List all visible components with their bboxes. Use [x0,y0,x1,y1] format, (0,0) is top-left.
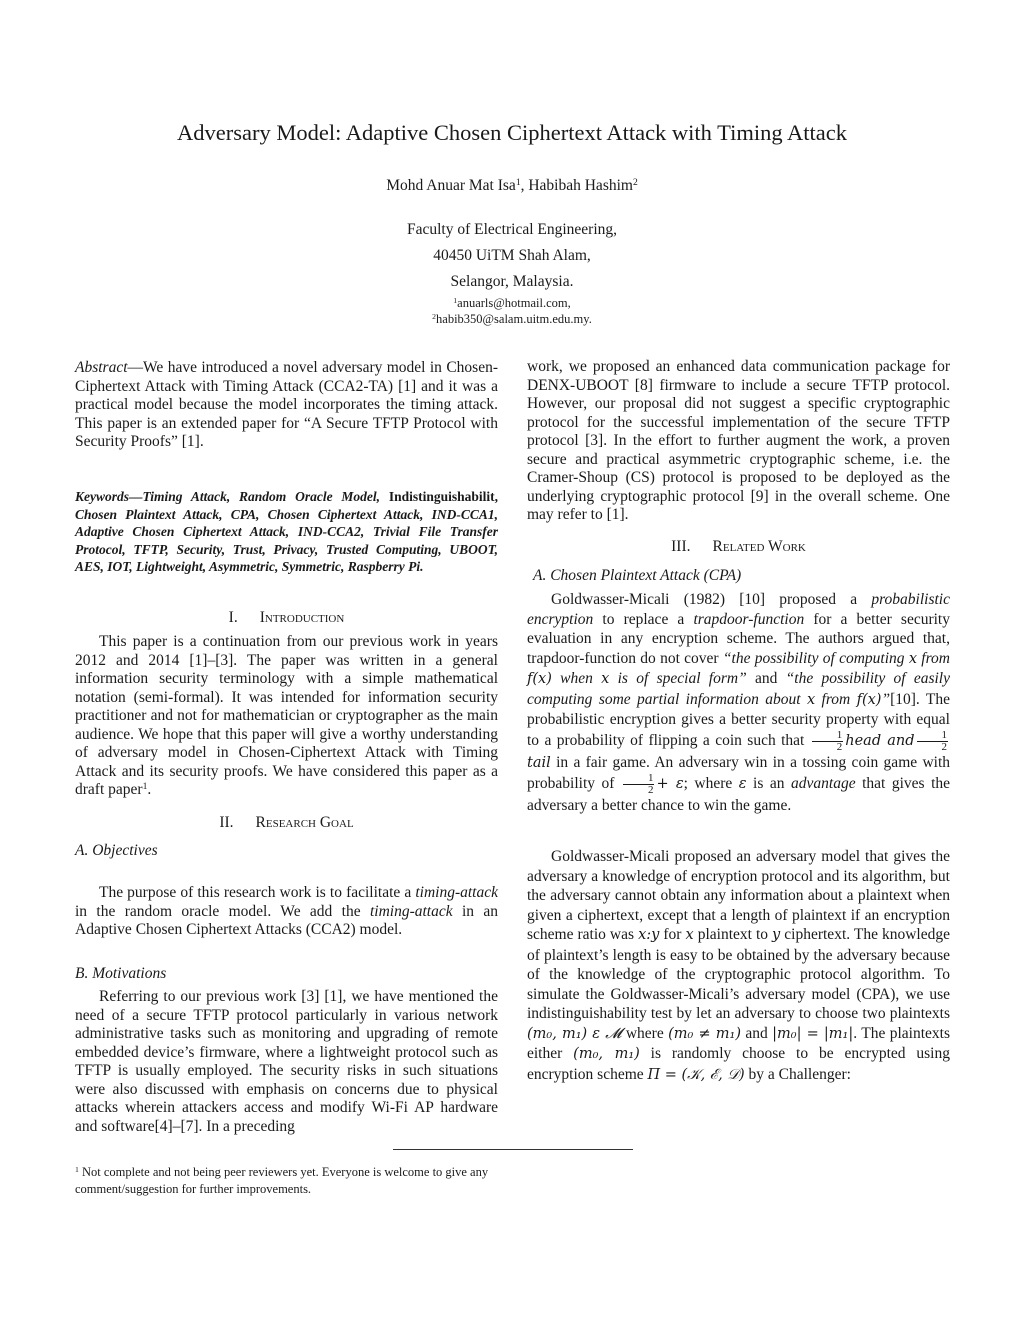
cpa-text: that gives the adversary a better chance to win the game. [527,775,951,814]
continued-paragraph: work, we proposed an enhanced data communication package for DENX-UBOOT [8] firmware to include a secure TFTP protocol. However, our proposal did not suggest a specific cryptographic protocol for the successful implementation of the secure TFTP protocol [3]. In the effort to further augment the work, a proven secure and practical asymmetric cryptographic scheme, i.e. the Cramer-Shoup (CS) protocol is proposed to be deployed as the underlying cryptographic protocol [9] in the overall scheme. One may refer to [1]. [527,358,950,523]
section-title: Related Work [712,538,806,555]
abstract-label: Abstract [75,359,128,376]
footnote-number: 1 [75,1165,79,1175]
objectives-italic-1: timing-attack [415,884,498,901]
footnote [75,1164,505,1198]
cpa-text: [10]. The probabilistic encryption gives a better security property with equal to a probability of flipping a coin such that [527,690,950,749]
email-1-text: anuarls@hotmail.com, [457,296,571,310]
abstract [75,359,498,452]
cpa-paragraph-1 [527,590,950,816]
motivations-paragraph: Referring to our previous work [3] [1], we have mentioned the need of a secure TFTP protocol particularly in various network administrative tasks such as monitoring and upgrading of remote embedded device’s firmware, where a lightweight protocol such as TFTP is usually employed. The security risks in such situations were also discussed with emphasis on concerns due to physical attacks wherein attackers access and modify Wi-Fi AP hardware and software[4]–[7]. In a preceding [75,988,498,1135]
objectives-italic-2: timing-attack [369,902,453,920]
affiliation-address: 40450 UiTM Shah Alam, [433,247,591,264]
cpa-text: where [621,1024,669,1042]
cpa-text: Goldwasser-Micali (1982) [10] proposed a [551,591,872,608]
subsection-heading-objectives: A. Objectives [75,842,158,859]
email-2 [0,311,1024,328]
math-not-equal: (m₀ ≠ m₁) [668,1025,741,1042]
fraction-denominator: 2 [836,740,843,753]
keywords [75,488,498,576]
keywords-part-3: Chosen Plaintext Attack, CPA, Chosen Ciphertext Attack, IND-CCA1, Adaptive Chosen Ciphertext Attack, IND-CCA2, Trivial File Transfer Protocol, TFTP, Security, Trust, Privacy, Trusted Computing, UBOOT, AES, IOT, Lightweight, Asymmetric, Symmetric, Raspberry Pi. [75,506,498,574]
objectives-text-3: in an Adaptive Chosen Ciphertext Attacks (CCA2) model. [75,902,499,938]
math-plus-epsilon: + ε [656,776,684,793]
section-number: III. [671,538,691,555]
cpa-text: to replace a [593,610,694,628]
cpa-text: in a fair game. An adversary win in a tossing coin game with probability of [527,753,950,793]
subsection-heading-motivations: B. Motivations [75,965,167,982]
math-x: x [908,650,917,667]
cpa-italic-term: advantage [791,775,856,793]
introduction-text: This paper is a continuation from our previous work in years 2012 and 2014 [1]–[3]. The paper was written in a general information security terminology with a simple mathematical notation (semi-formal). It was intended for information security practitioner and not for mathematician or cryptographer as the main audience. We hope that this paper will give a worthy understanding of adversary model in Chosen-Ciphertext Attack with Timing Attack and its security proofs. We have considered this paper as a draft paper [75,633,498,798]
math-tail: tail [527,754,551,771]
cpa-italic-term: trapdoor-function [693,610,805,628]
affiliation-state: Selangor, Malaysia. [450,273,574,290]
section-number: II. [219,814,234,831]
math-encryption-scheme: Π = (𝒦, ℰ, 𝒟) [647,1066,745,1083]
math-x: x [806,691,816,708]
fraction-denominator: 2 [941,740,947,753]
cpa-quote: when [551,670,602,687]
cpa-text: is randomly choose to be encrypted using encryption scheme [527,1045,950,1083]
section-heading-research-goal [75,813,498,833]
email-2-sup: 2 [432,312,437,322]
cpa-text: and [746,670,786,687]
fraction-numerator: 1 [623,773,655,785]
subsection-heading-cpa: A. Chosen Plaintext Attack (CPA) [533,567,742,584]
cpa-text: and [740,1024,773,1042]
fraction-denominator: 2 [647,784,654,796]
author-line [0,175,1024,197]
footnote-rule [393,1149,633,1150]
email-1-sup: 1 [453,296,458,306]
cpa-text: plaintext to [693,926,773,943]
keywords-part-1: Keywords—Timing Attack, Random Oracle Model, [75,489,380,504]
section-title: Research Goal [255,814,354,831]
math-plaintext-pair: (m₀, m₁) ε 𝓜 [527,1025,622,1042]
author-1: Mohd Anuar Mat Isa [386,177,516,194]
math-ratio: x:y [638,927,660,943]
email-1 [0,295,1024,312]
email-2-text: habib350@salam.uitm.edu.my. [436,312,592,326]
footnote-text: Not complete and not being peer reviewers yet. Everyone is welcome to give any comment/suggestion for further improvements. [75,1165,489,1196]
cpa-text: . The plaintexts either [527,1024,950,1062]
math-fx: f(x) [856,691,882,708]
cpa-text: is an [746,775,792,793]
footnote-ref: 1 [142,781,148,793]
fraction-half [812,730,844,753]
keywords-part-2: Indistinguishabilit, [388,489,498,504]
fraction-numerator: 1 [812,730,844,742]
math-y: y [772,927,781,943]
cpa-quote: “the possibility of easily computing some partial information about [527,670,950,708]
author-2-sup: 2 [632,177,638,189]
section-title: Introduction [259,609,345,626]
paper-title: Adversary Model: Adaptive Chosen Ciphertext Attack with Timing Attack [177,120,847,145]
cpa-italic-term: probabilistic encryption [527,591,950,628]
math-x: x [601,671,610,687]
cpa-text: Goldwasser-Micali proposed an adversary model that gives the adversary a knowledge of encryption protocol and its algorithm, but the adversary cannot obtain any information about a plaintext when given a ciphertext, except that a length of plaintext if an encryption scheme ratio was [527,848,950,943]
cpa-paragraph-2 [527,847,950,1085]
fraction-half [917,730,949,753]
math-length-equal: |m₀| = |m₁| [772,1025,854,1042]
introduction-end: . [147,781,152,798]
math-fx: f(x) [527,671,552,687]
objectives-text-1: The purpose of this research work is to facilitate a [99,884,416,901]
section-heading-related-work [527,537,950,557]
objectives-text-2: in the random oracle model. We add the [75,902,370,920]
cpa-text: for a better security evaluation in any encryption scheme. The authors argued that, trapdoor-function do not cover [527,610,950,667]
math-x: x [685,927,694,943]
math-head: head and [845,732,915,749]
math-epsilon: ε [738,776,747,793]
cpa-text: by a Challenger: [744,1065,851,1083]
affiliation-faculty: Faculty of Electrical Engineering, [406,221,618,238]
author-1-sup: 1 [515,177,521,189]
cpa-text: ciphertext. The knowledge of plaintext’s length is easy to be obtained by the adversary because of the knowledge of the cryptographic protocol algorithm. To simulate the Goldwasser-Micali’s adversary model (CPA), we use indistinguishability test by let an adversary to choose two plaintexts [527,926,951,1022]
section-heading-introduction [75,608,498,628]
fraction-numerator: 1 [917,730,949,742]
introduction-paragraph [75,633,498,800]
cpa-text: for [659,926,686,943]
abstract-text: —We have introduced a novel adversary model in Chosen-Ciphertext Attack with Timing Attack (CCA2-TA) [1] and it was a practical model because the model incorporates the timing attack. This paper is an extended paper for “A Secure TFTP Protocol with Security Proofs” [1]. [75,359,498,450]
objectives-paragraph [75,884,498,940]
cpa-quote: “the possibility of computing [722,649,909,667]
section-number: I. [228,609,238,626]
cpa-quote: from [921,649,951,667]
cpa-quote: is of special form” [609,670,747,687]
author-separator: , [520,177,529,194]
cpa-quote: ” [881,690,891,708]
cpa-text: ; where [683,775,739,793]
fraction-half [623,773,655,796]
math-plaintext-pair: (m₀, m₁) [573,1046,640,1062]
cpa-quote: from [815,690,857,708]
author-2: Habibah Hashim [528,177,633,194]
